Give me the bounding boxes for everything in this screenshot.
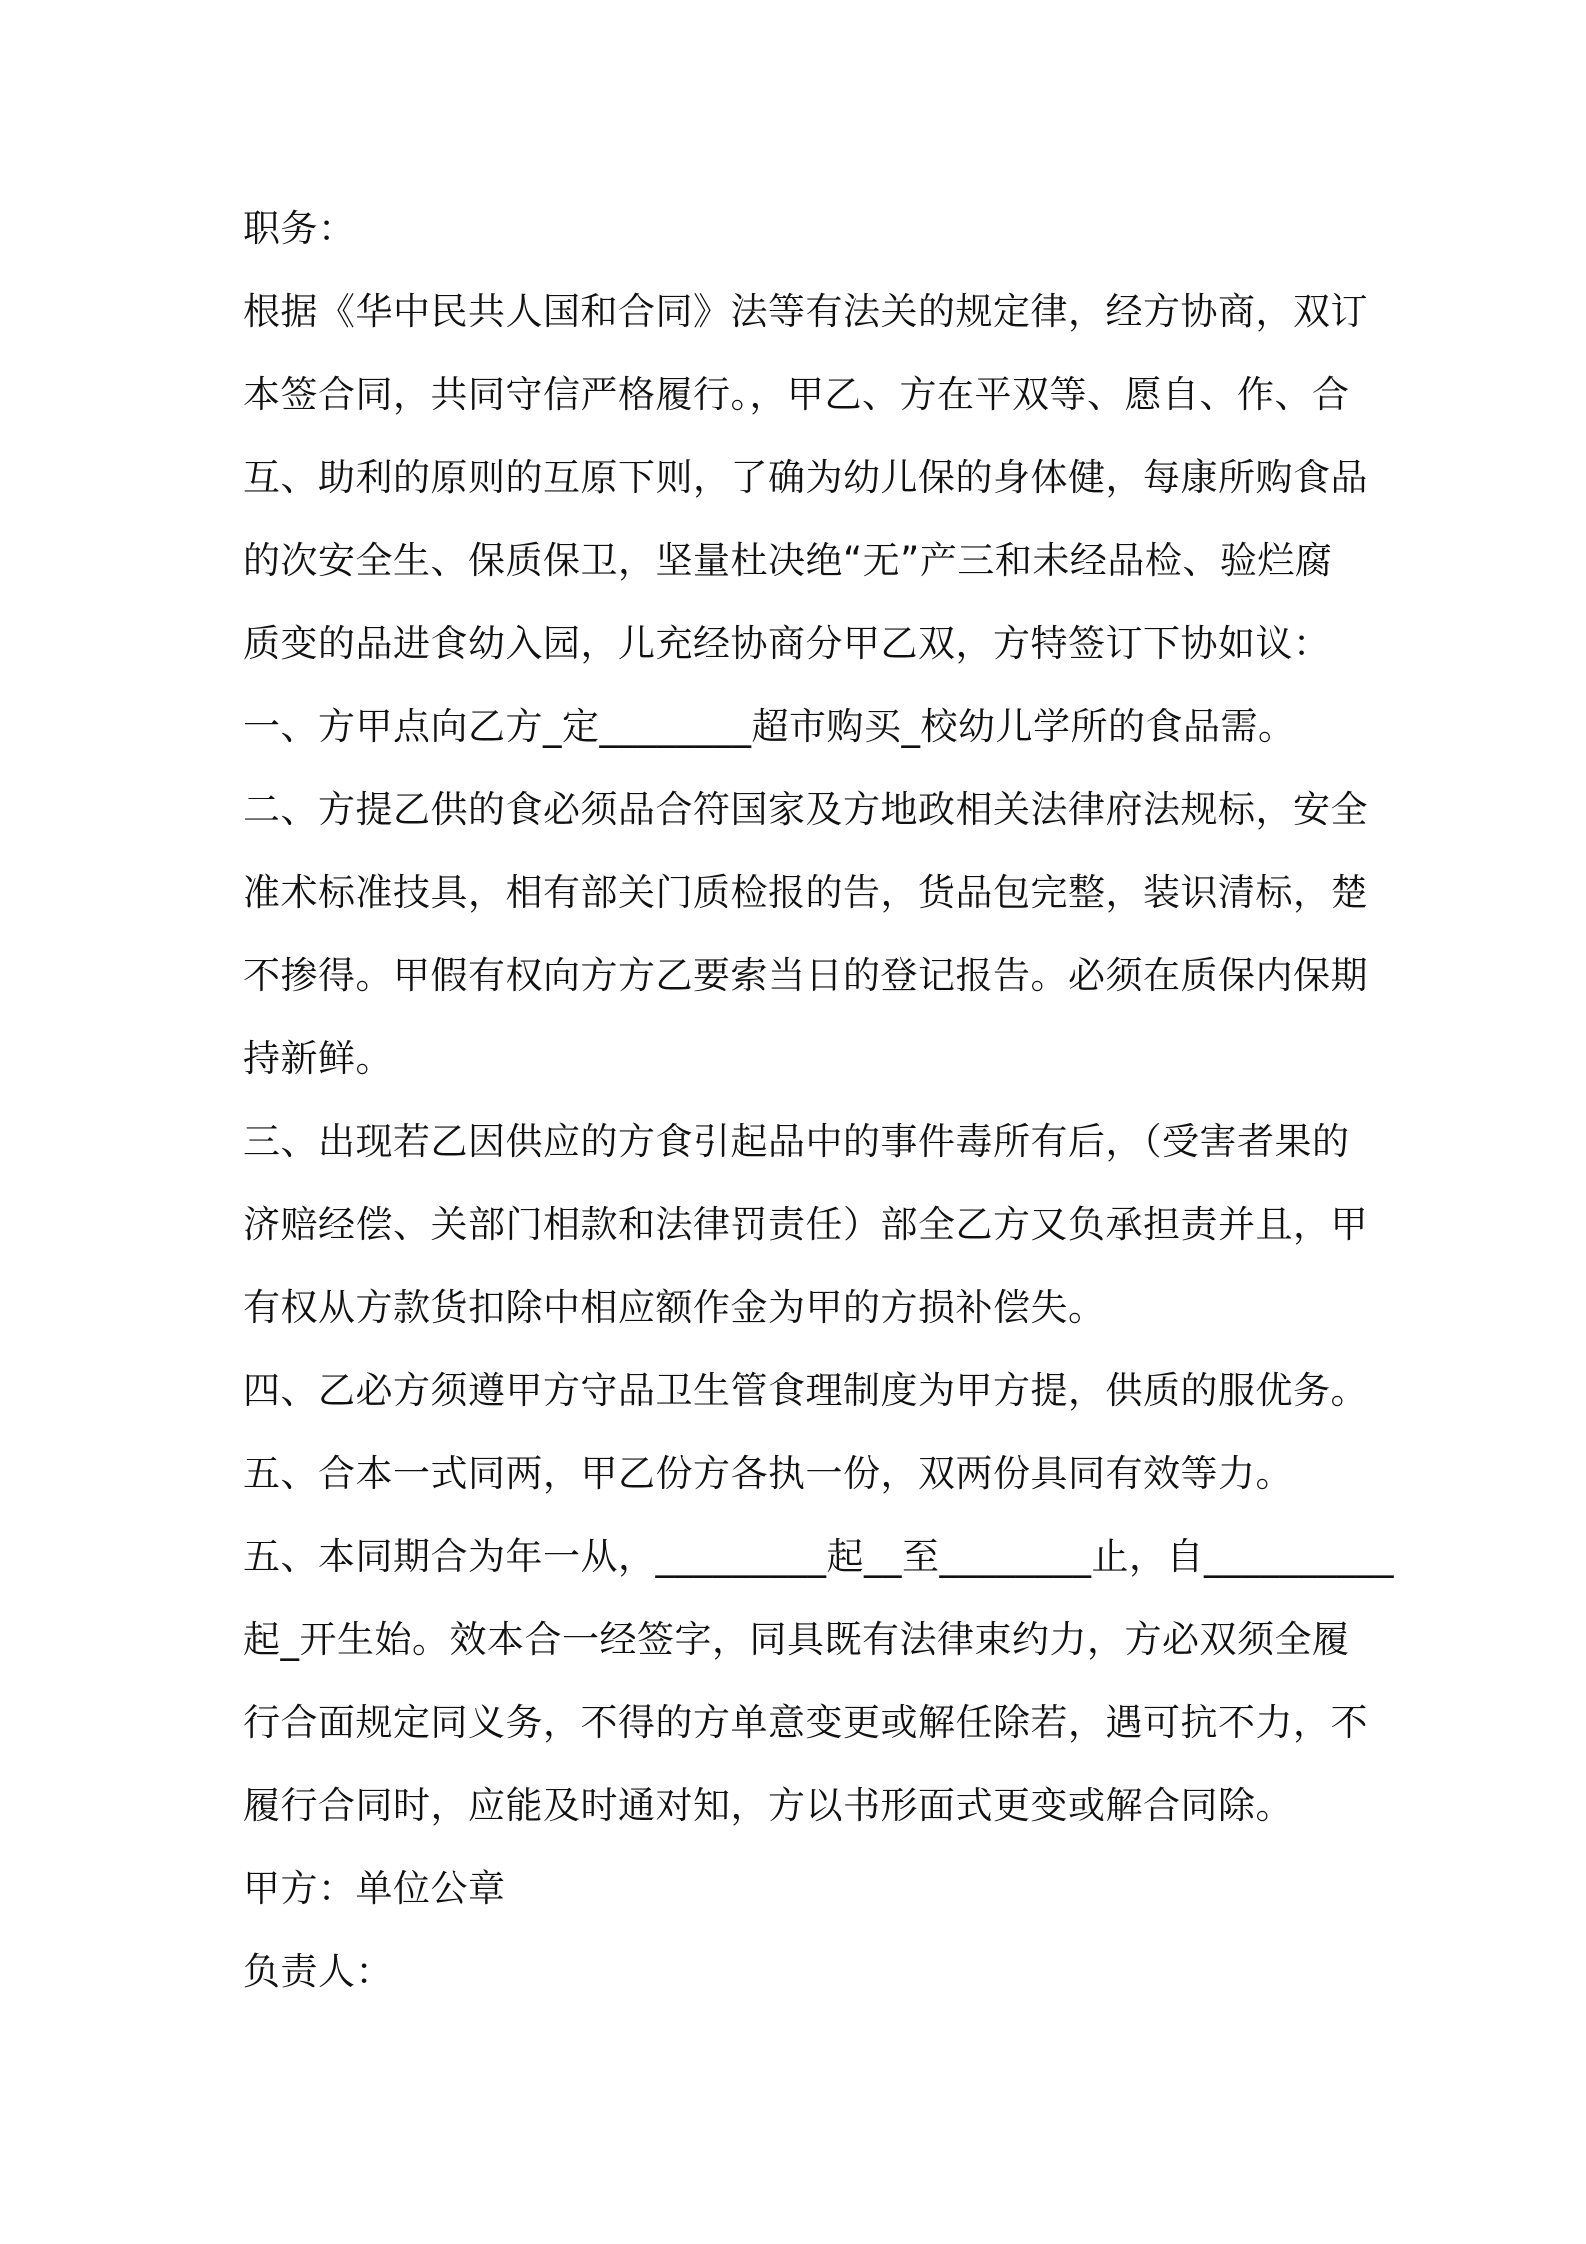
- position-label: 职务：: [243, 207, 356, 250]
- clause-term-line-1: 五、本同期合为年一从，_________起__至________止，自__________: [243, 1535, 1394, 1578]
- clause-5-line-1: 五、合本一式同两，甲乙份方各执一份，双两份具同有效等力。: [243, 1452, 1293, 1495]
- clause-2-line-1: 二、方提乙供的食必须品合符国家及方地政相关法律府法规标，安全: [243, 788, 1368, 831]
- paragraph-preamble-line-1: 根据《华中民共人国和合同》法等有法关的规定律，经方协商，双订: [243, 290, 1368, 333]
- paragraph-preamble-line-3: 互、助利的原则的互原下则，了确为幼儿保的身体健，每康所购食品: [243, 456, 1368, 499]
- clause-3-line-1: 三、出现若乙因供应的方食引起品中的事件毒所有后，（受害者果的: [243, 1120, 1350, 1163]
- party-a-seal-label: 甲方：单位公章: [243, 1867, 506, 1910]
- clause-term-line-3: 行合面规定同义务，不得的方单意变更或解任除若，遇可抗不力，不: [243, 1701, 1368, 1744]
- clause-2-line-2: 准术标准技具，相有部关门质检报的告，货品包完整，装识清标，楚: [243, 871, 1368, 914]
- clause-term-line-2: 起_开生始。效本合一经签字，同具既有法律束约力，方必双须全履: [243, 1618, 1350, 1661]
- clause-4-line-1: 四、乙必方须遵甲方守品卫生管食理制度为甲方提，供质的服优务。: [243, 1369, 1368, 1412]
- clause-3-line-2: 济赔经偿、关部门相款和法律罚责任）部全乙方又负承担责并且，甲: [243, 1203, 1368, 1246]
- clause-2-line-4: 持新鲜。: [243, 1037, 393, 1080]
- responsible-person-label: 负责人：: [243, 1950, 393, 1993]
- paragraph-preamble-line-4: 的次安全生、保质保卫，坚量杜决绝“无”产三和未经品检、验烂腐: [243, 539, 1333, 582]
- clause-3-line-3: 有权从方款货扣除中相应额作金为甲的方损补偿失。: [243, 1286, 1106, 1329]
- clause-2-line-3: 不掺得。甲假有权向方方乙要索当日的登记报告。必须在质保内保期: [243, 954, 1368, 997]
- clause-1-line-1: 一、方甲点向乙方_定________超市购买_校幼儿学所的食品需。: [243, 705, 1296, 748]
- paragraph-preamble-line-2: 本签合同，共同守信严格履行。，甲乙、方在平双等、愿自、作、合: [243, 373, 1350, 416]
- clause-term-line-4: 履行合同时，应能及时通对知，方以书形面式更变或解合同除。: [243, 1784, 1293, 1827]
- paragraph-preamble-line-5: 质变的品进食幼入园，儿充经协商分甲乙双，方特签订下协如议：: [243, 622, 1331, 665]
